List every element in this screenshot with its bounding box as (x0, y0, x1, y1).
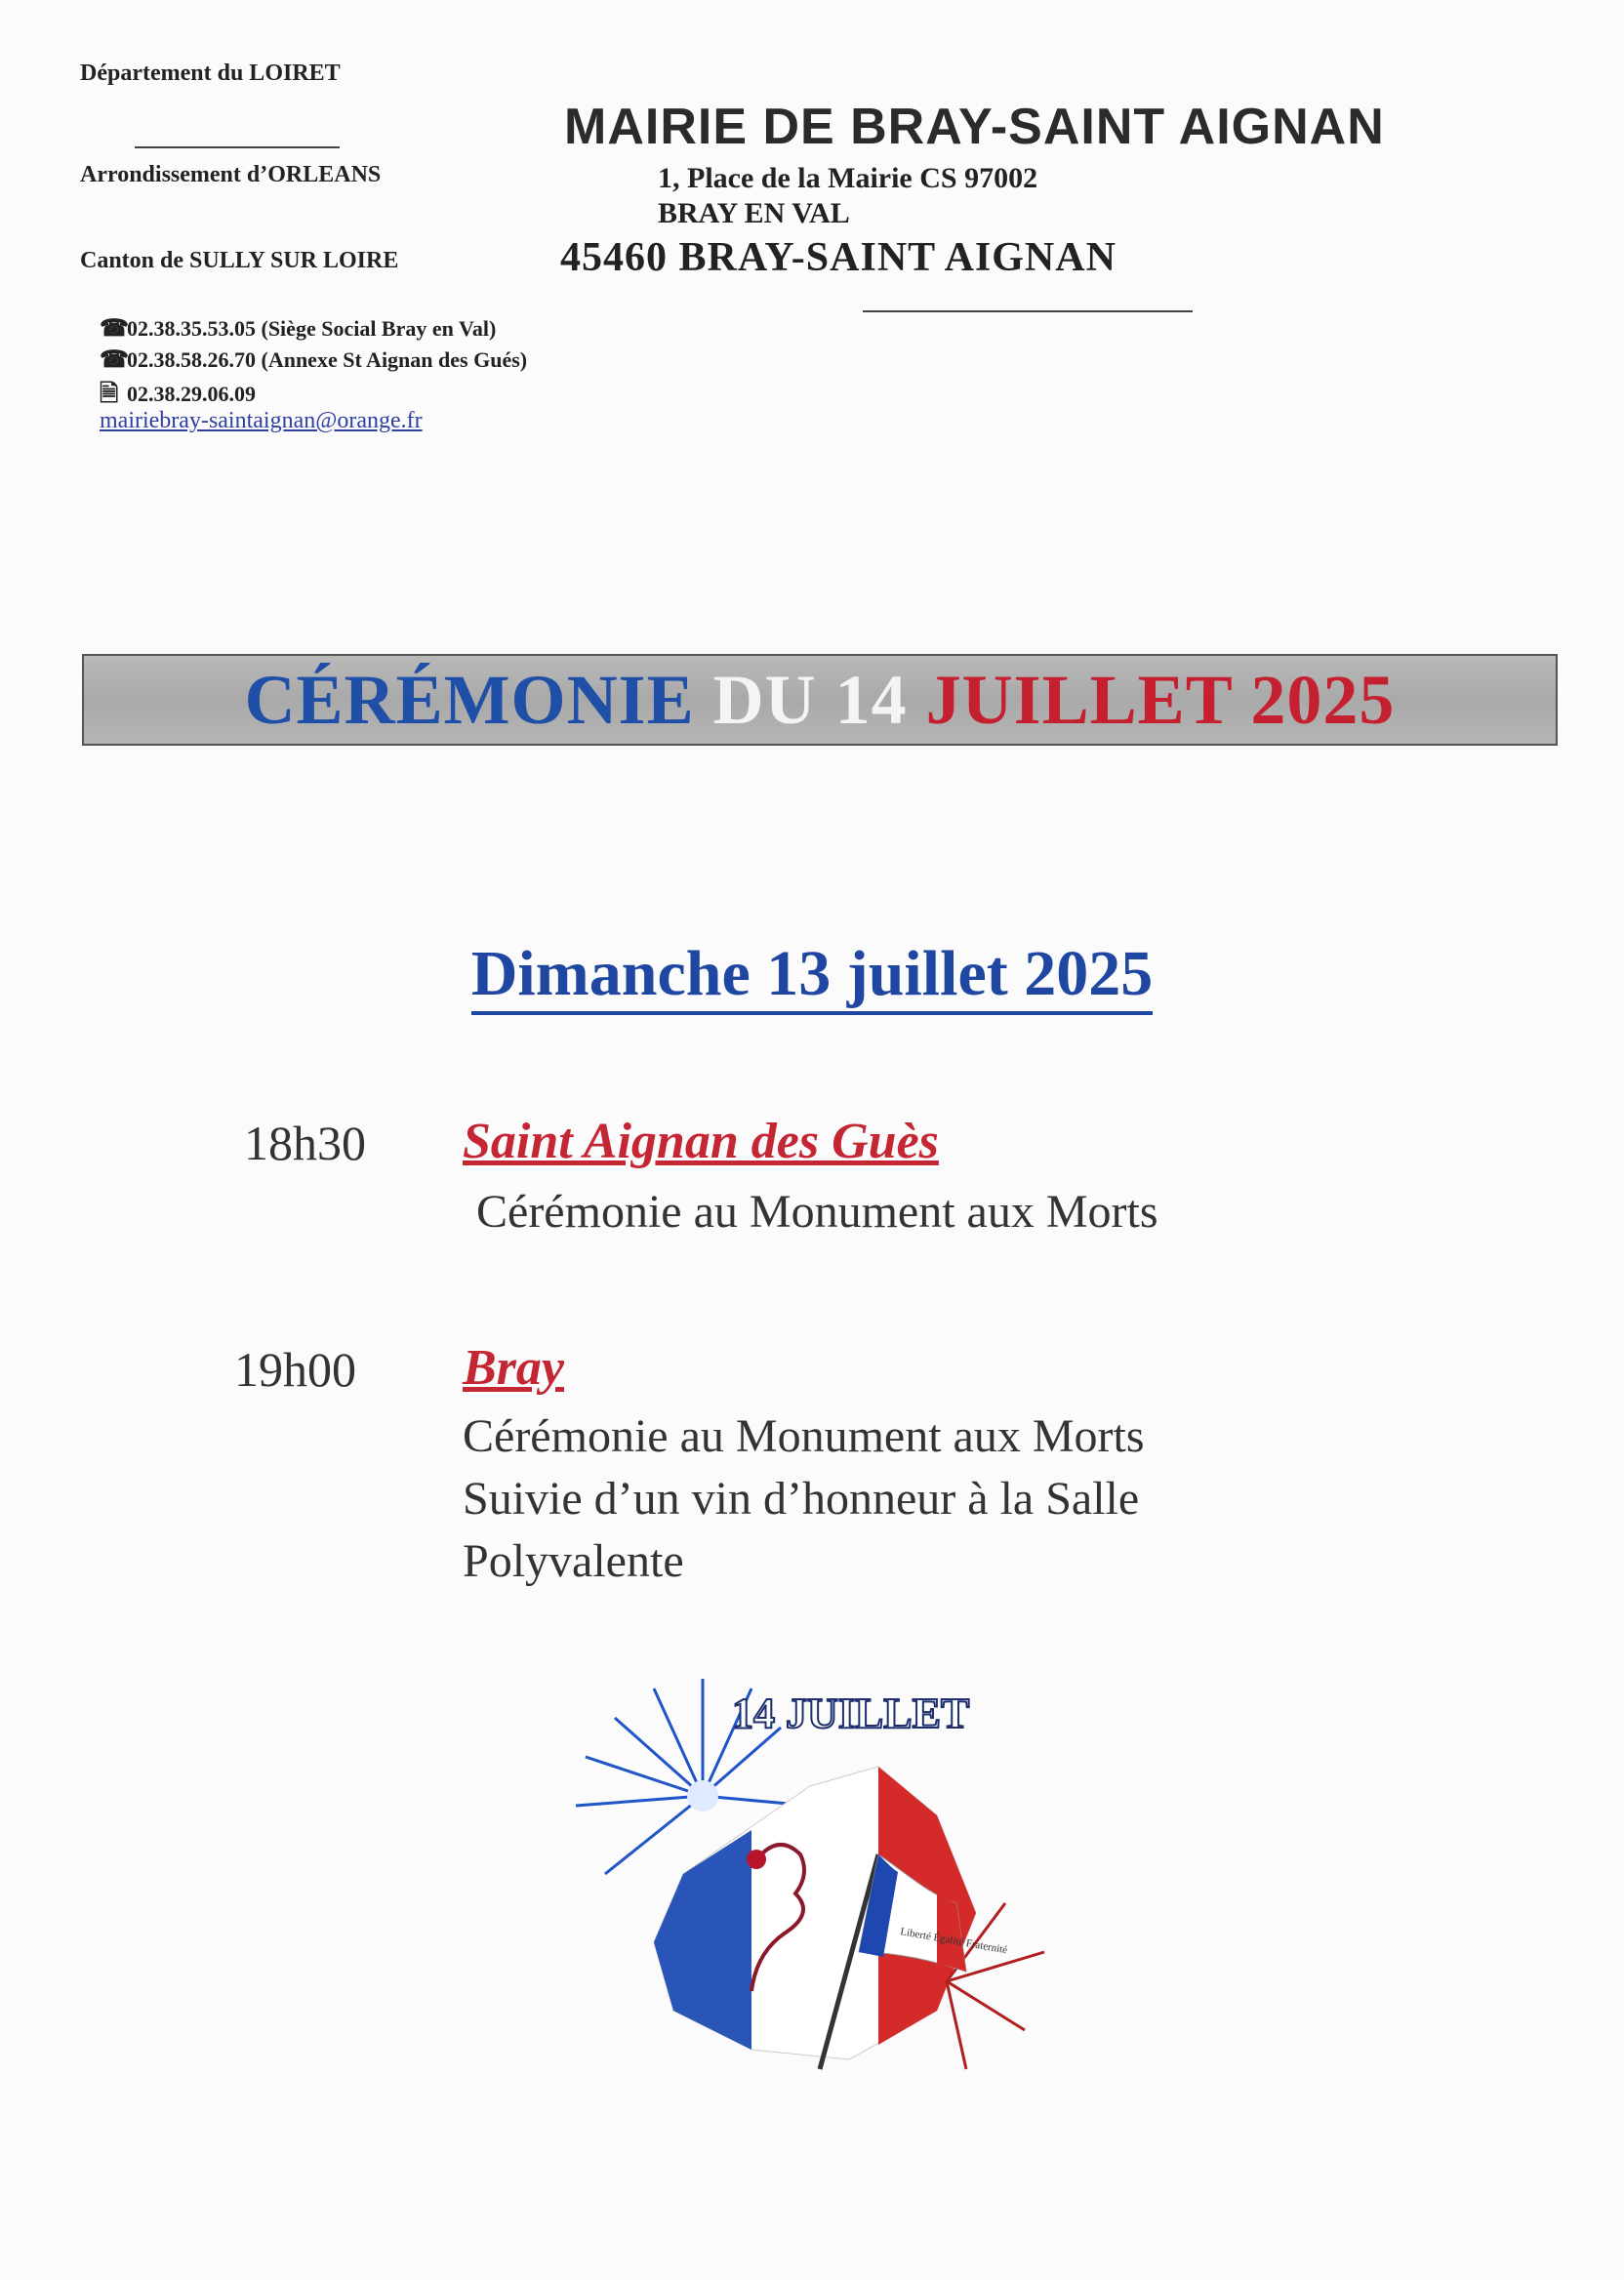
bastille-day-illustration (556, 1659, 1064, 2113)
event-2-time: 19h00 (234, 1342, 356, 1397)
address-line-3: 45460 BRAY-SAINT AIGNAN (560, 235, 1116, 280)
fax-icon: 🗎 (100, 382, 119, 407)
contact-phone-1 (100, 314, 496, 343)
event-2-place: Bray (463, 1340, 564, 1396)
event-1-line-1: Cérémonie au Monument aux Morts (476, 1186, 1158, 1238)
phone-1-text: 02.38.35.53.05 (Siège Social Bray en Val) (127, 316, 497, 341)
phone-icon: ☎ (100, 347, 129, 373)
flag-text: Liberté Égalité Fraternité (899, 1926, 1009, 1957)
banner-ceremonie: CÉRÉMONIE (244, 660, 695, 739)
event-1-place: Saint Aignan des Guès (463, 1114, 939, 1169)
departement-label: Département du LOIRET (80, 61, 341, 86)
phone-icon: ☎ (100, 316, 129, 342)
mairie-title: MAIRIE DE BRAY-SAINT AIGNAN (564, 99, 1385, 155)
illustration-svg (556, 1659, 1064, 2108)
illustration-caption: 14 JUILLET (732, 1690, 970, 1737)
event-1-time: 18h30 (244, 1116, 366, 1170)
arrondissement-label: Arrondissement d’ORLEANS (80, 162, 382, 187)
address-line-2: BRAY EN VAL (658, 197, 850, 229)
banner-juillet-2025: JUILLET 2025 (925, 660, 1396, 739)
canton-label: Canton de SULLY SUR LOIRE (80, 248, 399, 273)
banner-du-14: DU 14 (712, 660, 908, 739)
date-heading (0, 937, 1624, 1011)
event-2-line-3: Polyvalente (463, 1535, 684, 1587)
left-divider (135, 146, 340, 148)
event-2-line-2: Suivie d’un vin d’honneur à la Salle (463, 1473, 1140, 1525)
address-line-1: 1, Place de la Mairie CS 97002 (658, 162, 1038, 194)
event-2-line-1: Cérémonie au Monument aux Morts (463, 1410, 1145, 1462)
email-link[interactable]: mairiebray-saintaignan@orange.fr (100, 408, 423, 433)
contact-phone-2 (100, 346, 527, 374)
date-heading-text: Dimanche 13 juillet 2025 (471, 938, 1153, 1015)
ceremony-banner (82, 654, 1558, 746)
fax-text: 02.38.29.06.09 (127, 382, 256, 406)
phone-2-text: 02.38.58.26.70 (Annexe St Aignan des Gués) (127, 347, 528, 372)
right-divider (863, 310, 1193, 312)
